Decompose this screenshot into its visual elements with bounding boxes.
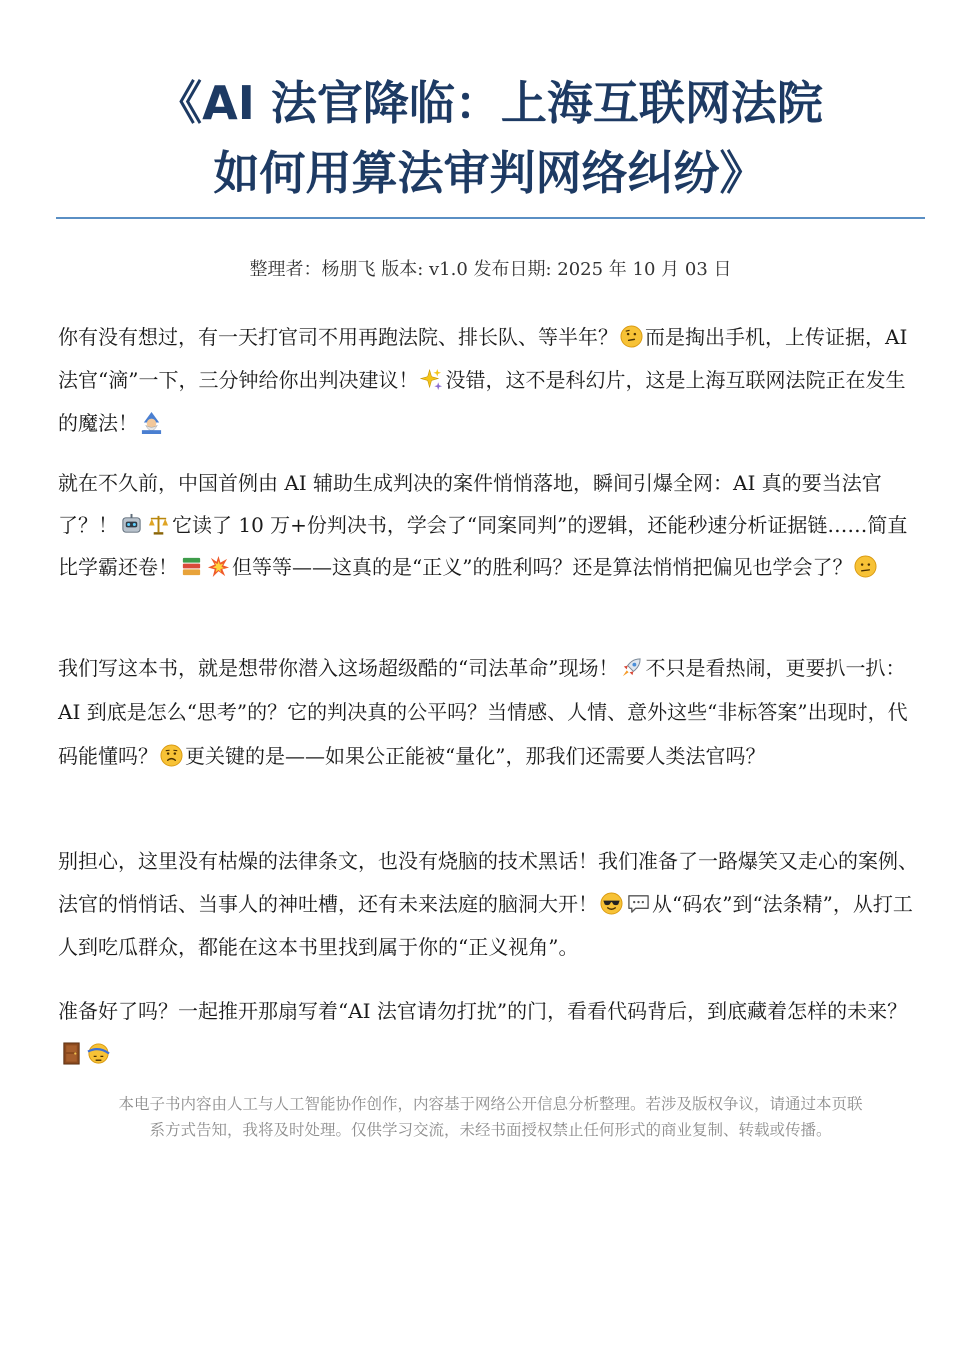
paragraph-5 <box>58 990 920 1076</box>
paragraph-4-text-b: 从“码农”到“法条精”，从打工人到吃瓜群众，都能在这本书里找到属于你的“正义视角”。 <box>58 892 913 959</box>
document-meta: 整理者：杨朋飞 版本: v1.0 发布日期: 2025 年 10 月 03 日 <box>249 259 732 280</box>
paragraph-2-text-c: 但等等——这真的是“正义”的胜利吗？还是算法悄悄把偏见也学会了？ <box>232 555 853 579</box>
speech-bubble-icon <box>627 892 650 915</box>
copyright-line-2: 系方式告知，我将及时处理。仅供学习交流，未经书面授权禁止任何形式的商业复制、转载或传播。 <box>149 1121 832 1139</box>
paragraph-4-text-a: 别担心，这里没有枯燥的法律条文，也没有烧脑的技术黑话！我们准备了一路爆笑又走心的案例、法官的悄悄话、当事人的神吐槽，还有未来法庭的脑洞大开！ <box>58 849 918 916</box>
paragraph-1-text-b: 而是掏出手机，上传证据，AI 法官“滴”一下，三分钟给你出判决建议！ <box>58 325 908 392</box>
title-line-1: 《AI 法官降临：上海互联网法院 <box>156 76 823 130</box>
scales-icon <box>147 513 170 536</box>
paragraph-3-text-c: 更关键的是——如果公正能被“量化”，那我们还需要人类法官吗？ <box>185 744 766 768</box>
dizzy-face-icon <box>87 1042 110 1065</box>
title-divider <box>56 217 925 219</box>
rocket-icon <box>620 656 643 679</box>
paragraph-3-text-b: 不只是看热闹，更要扒一扒：AI 到底是怎么“思考”的？它的判决真的公平吗？当情感、人情、意外这些“非标答案”出现时，代码能懂吗？ <box>58 656 908 768</box>
robot-icon <box>120 513 143 536</box>
copyright-line-1: 本电子书内容由人工与人工智能协作创作，内容基于网络公开信息分析整理。若涉及版权争议，请通过本页联 <box>118 1095 863 1113</box>
worried-face-icon <box>160 744 183 767</box>
paragraph-4 <box>58 840 920 969</box>
sparkles-icon <box>420 368 443 391</box>
books-icon <box>180 555 203 578</box>
sunglasses-face-icon <box>600 892 623 915</box>
door-icon <box>60 1042 83 1065</box>
collision-icon <box>207 555 230 578</box>
title-line-2: 如何用算法审判网络纠纷》 <box>213 146 766 200</box>
paragraph-2-text-a: 就在不久前，中国首例由 AI 辅助生成判决的案件悄悄落地，瞬间引爆全网：AI 真的要当法官了？！ <box>58 471 882 537</box>
paragraph-5-text-a: 准备好了吗？一起推开那扇写着“AI 法官请勿打扰”的门，看看代码背后，到底藏着怎样的未来？ <box>58 999 908 1023</box>
thinking-face-icon <box>620 325 643 348</box>
confused-face-icon <box>854 555 877 578</box>
paragraph-2-text-b: 它读了 10 万+份判决书，学会了“同案同判”的逻辑，还能秒速分析证据链……简直比学霸还卷！ <box>58 513 908 579</box>
paragraph-3 <box>58 646 920 778</box>
copyright-notice <box>56 1091 925 1143</box>
mage-icon <box>140 411 163 434</box>
page-title <box>40 68 939 208</box>
paragraph-1-text-c: 没错，这不是科幻片，这是上海互联网法院正在发生的魔法！ <box>58 368 906 435</box>
paragraph-1-text-a: 你有没有想过，有一天打官司不用再跑法院、排长队、等半年？ <box>58 325 618 349</box>
paragraph-2 <box>58 462 920 588</box>
paragraph-1 <box>58 316 920 445</box>
paragraph-3-text-a: 我们写这本书，就是想带你潜入这场超级酷的“司法革命”现场！ <box>58 656 619 680</box>
